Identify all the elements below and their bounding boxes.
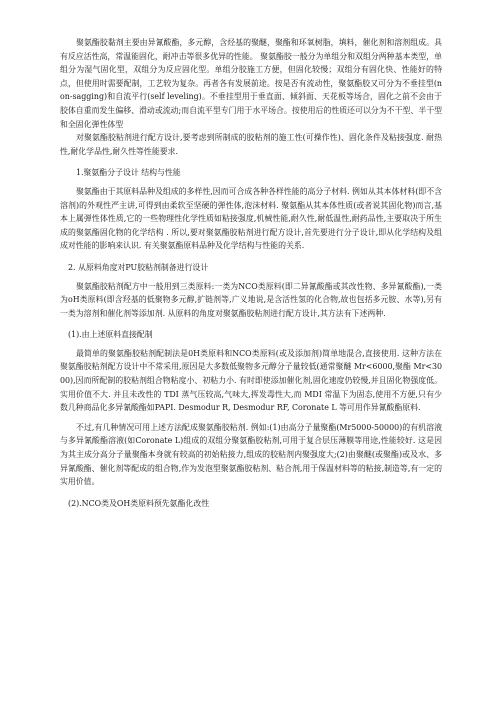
intro-paragraph: 聚氨酯胶黏剂主要由异氰酸酯，多元醇，含烃基的聚醚，聚酯和环氧树脂，填料，催化剂和溶剂组成。具有反应活性高，常温能固化，耐冲击等很多优异的性能。 聚氨酯胶一般分为单组分和双组分两种基本类型，单组分为湿气固化型，双组分为反应固化型。单组分胶施工方便，但固化较慢；双组分有固化快、性能好的特点，但使用时需要配制，工艺较为复杂。再者各有发展前途。按是否有流动性，聚氨酯胶又可分为不垂挂型(non-sagging)和自流平行(self leveling)。不垂挂型用于垂直面、倾斜面、天花板等场合，固化之前不会由于胶体自重而发生偏移、滑动或流动;而自流平型专门用于水平场合。按使用后的性质还可以分为不干型、半干型和全固化弹性体型 (60, 38, 442, 129)
formulation-paragraph: 对聚氨酯胶粘剂进行配方设计,要考虑到所制成的胶粘剂的施工性(可操作性)、固化条件及粘接强度. 耐热性,耐化学品性,耐久性等性能要求. (60, 133, 442, 156)
raw-materials-paragraph: 聚氨酯胶粘剂配方中一般用到三类原料:一类为NCO类原料(即二异氰酸酯或其改性物、多异氰酸酯),一类为oH类原料(即含羟基的低聚物多元醇,扩链剂等,广义地说,是含活性氢的化合物,故也包括多元胺、水等),另有一类为溶剂和催化剂等添加剂. 从原料的角度对聚氨酯胶粘剂进行配方设计,其方法有下述两种. (60, 281, 442, 318)
section-heading-4: (2).NCO类及OH类原料预先氨酯化改性 (68, 498, 210, 508)
exceptions-paragraph: 不过,有几种情况可用上述方法配成聚氨酯胶粘剂. 例如:(1)由高分子量聚酯(Mr5000-50000)的有机溶液与多异氰酸酯溶液(如Coronate L)组成的双组分聚氨酯胶粘剂,可用于复合层压薄膜等用途,性能较好. 这是因为其主成分高分子量聚酯本身就有较高的初始粘接力,组成的胶粘剂内聚强度大;(2)由聚醚(或聚酯)或及水、多异氰酸酯、催化剂等配成的组合物,作为发泡型聚氨酯胶粘剂、粘合剂,用于保温材料等的粘接,制造等,有一定的实用价值。 (60, 422, 442, 487)
direct-formulation-paragraph: 最简单的聚氨酯胶粘剂配制法是0H类原料和NCO类原料(或及添加剂)简单地混合,直接使用. 这种方法在聚氨酯胶粘剂配方设计中不常采用,原因是大多数低聚物多元醇分子量较低(通常聚醚 Mr<6000,聚酯 Mr<3000),因而所配制的胶粘剂组合物粘度小、初粘力小. 有时即使添加催化剂,固化速度仍较慢,并且固化物强度低。实用价值不大. 并且未改性的 TDI 蒸气压较高,气味大,挥发毒性大,而 MDI 常温下为固态,使用不方便,只有少数几种商品化多异氰酸酯如PAPI. Desmodur R, Desmodur RF, Coronate L 等可用作异氰酸酯原料. (60, 348, 442, 413)
section-heading-1: 1.聚氨酯分子设计 结构与性能 (76, 168, 181, 178)
section-heading-2: 2. 从原料角度对PU胶粘剂制备进行设计 (68, 262, 209, 272)
structure-paragraph: 聚氨酯由于其原料品种及组成的多样性,因而可合成各种各样性能的高分子材料. 例如从其本体材料(即不含溶剂)的外观性严主讲,可得到由柔软至坚硬的弹性体,泡沫材料. 聚氨酯从其本体性质(或者说其固化物)而言,基本上属弹性体性质,它的一些物理性化学性质如粘接强度,机械性能,耐久性,耐低温性,耐药品性,主要取决于所生成的聚氨酯固化物的化学结构 . 所以,要对聚氨酯胶粘剂进行配方设计,首先要进行分子设计,即从化学结构及组成对性能的影响来认识. 有关聚氨酯原料品种及化学结构与性能的关系. (60, 186, 442, 251)
section-heading-3: (1).由上述原料直接配制 (68, 330, 153, 340)
